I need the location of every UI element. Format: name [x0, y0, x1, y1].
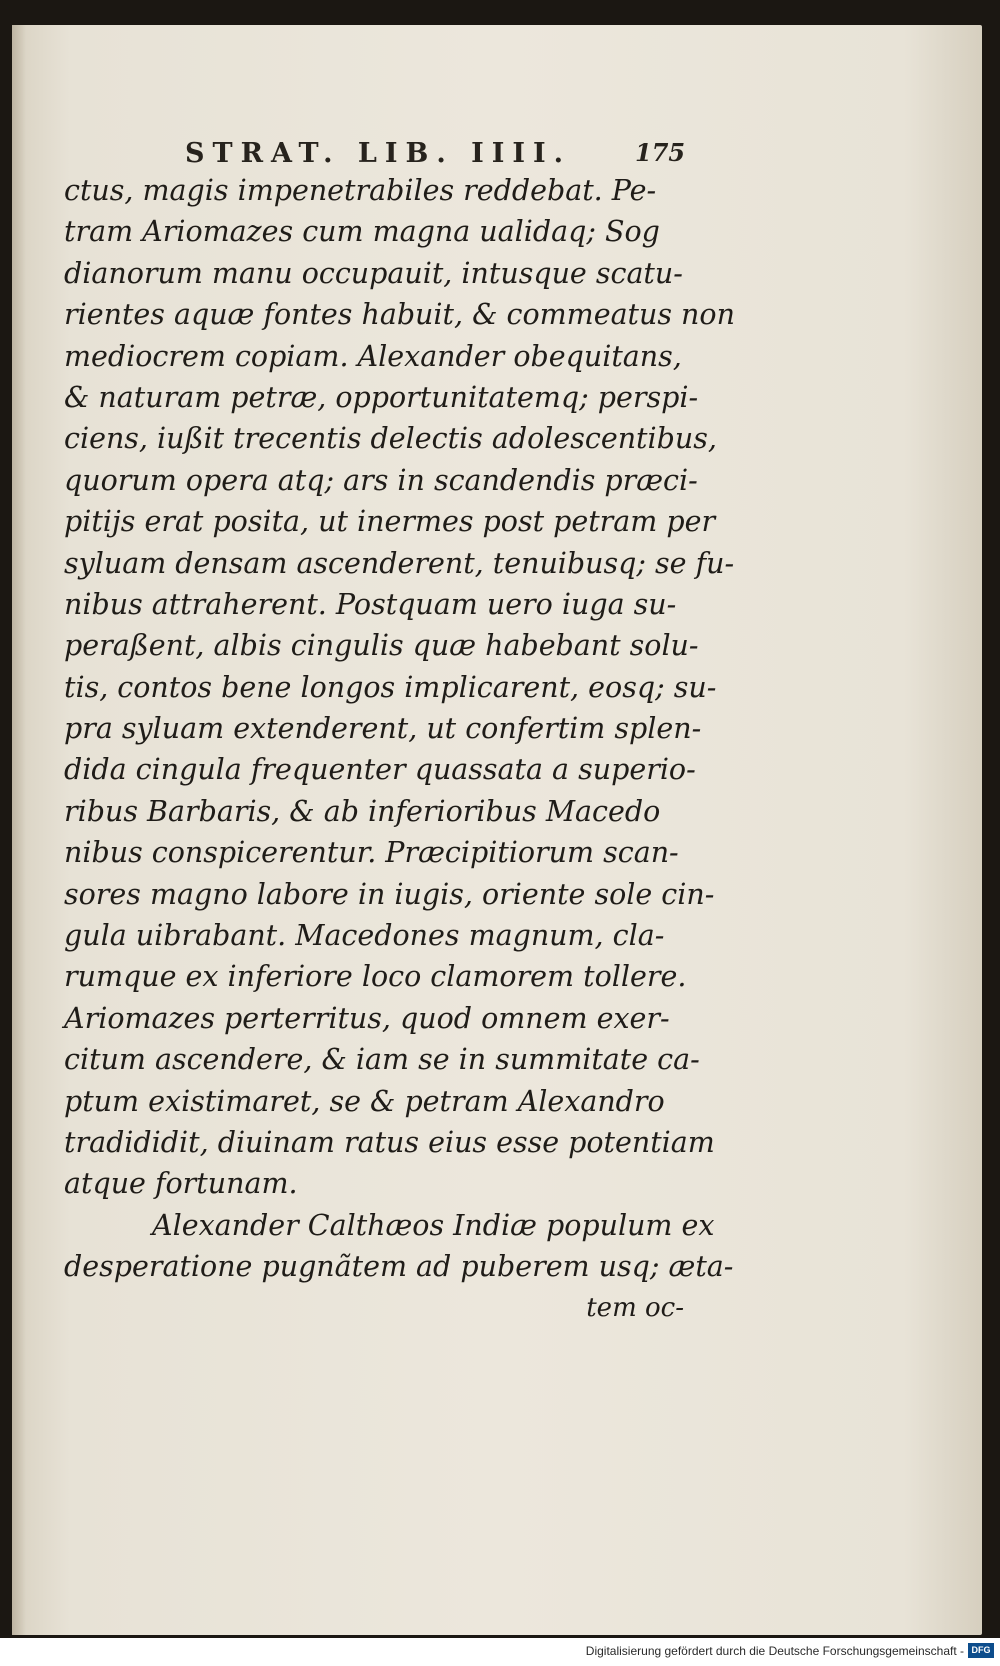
- page-number: 175: [635, 138, 686, 167]
- footer-bar: [0, 1638, 1000, 1666]
- running-head-title: STRAT. LIB. IIII.: [185, 138, 572, 169]
- text-line: rumque ex inferiore loco clamorem tollere.: [64, 960, 687, 994]
- text-line: tis, contos bene longos implicarent, eosq; su-: [64, 670, 717, 704]
- text-line: mediocrem copiam. Alexander obequitans,: [64, 339, 682, 373]
- text-line: ciens, iußit trecentis delectis adolescentibus,: [64, 422, 717, 456]
- running-head: [185, 138, 685, 174]
- text-line: Ariomazes perterritus, quod omnem exer-: [64, 1001, 670, 1035]
- text-line: tram Ariomazes cum magna ualidaq; Sog: [64, 215, 660, 249]
- text-line: peraßent, albis cingulis quæ habebant solu-: [64, 629, 699, 663]
- text-block: [64, 170, 735, 1329]
- text-line: desperatione pugnãtem ad puberem usq; æta-: [64, 1250, 734, 1284]
- text-line: dianorum manu occupauit, intusque scatu-: [64, 256, 683, 290]
- text-line: & naturam petræ, opportunitatemq; perspi-: [64, 380, 699, 414]
- paragraph-start-line: Alexander Calthæos Indiæ populum ex: [152, 1208, 715, 1242]
- text-line: pitijs erat posita, ut inermes post petram per: [64, 505, 716, 539]
- text-line: ribus Barbaris, & ab inferioribus Macedo: [64, 794, 661, 828]
- text-line: rientes aquæ fontes habuit, & commeatus non: [64, 298, 735, 332]
- text-line: syluam densam ascenderent, tenuibusq; se fu-: [64, 546, 735, 580]
- text-line: quorum opera atq; ars in scandendis præci-: [64, 463, 698, 497]
- text-line: tradididit, diuinam ratus eius esse potentiam: [64, 1125, 715, 1159]
- footer-credit: Digitalisierung gefördert durch die Deutsche Forschungsgemeinschaft -: [585, 1644, 964, 1658]
- page-gutter-shadow: [12, 25, 26, 1635]
- text-line: nibus attraherent. Postquam uero iuga su-: [64, 587, 677, 621]
- text-line: pra syluam extenderent, ut confertim splen-: [64, 712, 702, 746]
- text-line: gula uibrabant. Macedones magnum, cla-: [64, 919, 665, 953]
- text-line: ptum existimaret, se & petram Alexandro: [64, 1084, 665, 1118]
- text-line: citum ascendere, & iam se in summitate ca-: [64, 1043, 700, 1077]
- text-line: ctus, magis impenetrabiles reddebat. Pe-: [64, 174, 657, 207]
- text-line: sores magno labore in iugis, oriente sole cin-: [64, 877, 715, 911]
- text-line: nibus conspicerentur. Præcipitiorum scan-: [64, 836, 679, 870]
- text-line: dida cingula frequenter quassata a superio-: [64, 753, 696, 787]
- catchword: tem oc-: [586, 1292, 684, 1323]
- dfg-logo: DFG: [968, 1643, 994, 1658]
- text-line: atque fortunam.: [64, 1167, 298, 1201]
